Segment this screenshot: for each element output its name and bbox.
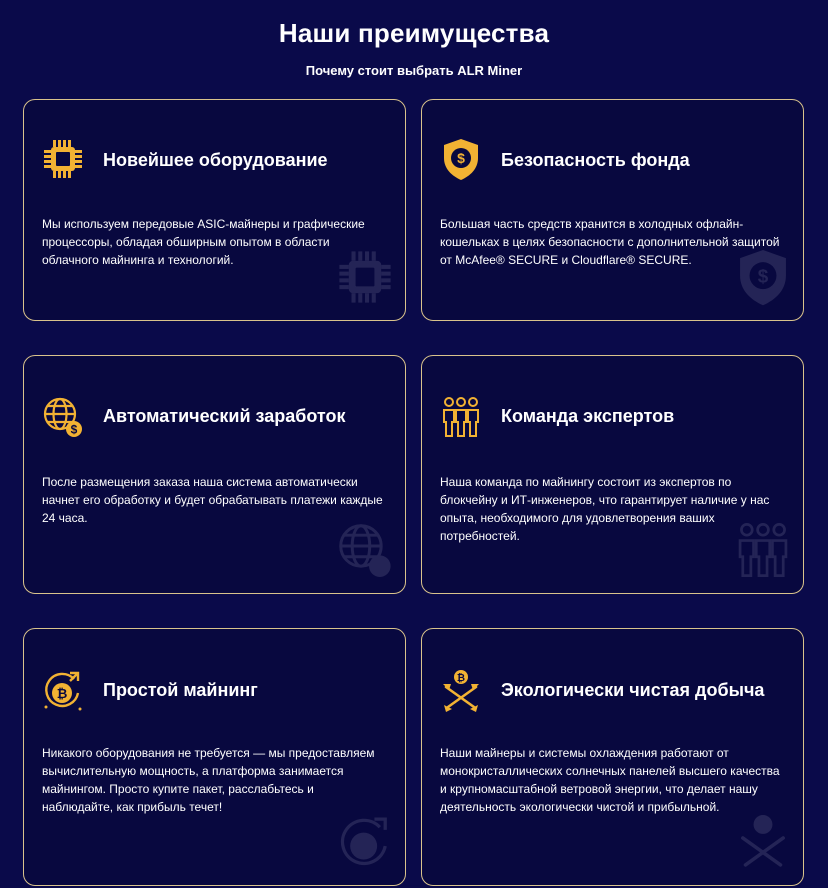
page-title: Наши преимущества (278, 18, 550, 48)
feature-card-security (421, 99, 804, 321)
team-icon (440, 394, 482, 440)
feature-card-auto-earnings (23, 355, 406, 594)
svg-text:$: $ (457, 150, 465, 166)
card-description: Наши майнеры и системы охлаждения работают от монокристаллических солнечных панелей высшего качества и крупномасштабной ветровой энергии, что делает нашу деятельность экологически чистой и прибыльной. (440, 746, 780, 814)
svg-text:$: $ (70, 422, 78, 437)
card-description: Никакого оборудования не требуется — мы предоставляем вычислительную мощность, а платформа занимается майнингом. Просто купите пакет, расслабьтесь и наблюдайте, как прибыль течет! (42, 746, 375, 814)
eco-watermark-icon (733, 811, 793, 873)
card-description: Наша команда по майнингу состоит из экспертов по блокчейну и ИТ-инженеров, что гарантирует наличие у нас опыта, необходимого для удовлетворения ваших потребностей. (440, 475, 770, 543)
shield-watermark-icon (733, 246, 793, 308)
team-watermark-icon (733, 519, 793, 581)
card-description: Большая часть средств хранится в холодных офлайн-кошельках в целях безопасности с дополнительной защитой от McAfee® SECURE и Cloudflare® SECURE. (440, 217, 780, 267)
card-title: Простой майнинг (103, 680, 258, 700)
feature-card-hardware (23, 99, 406, 321)
feature-card-simple-mining (23, 628, 406, 886)
card-title: Экологически чистая добыча (501, 680, 765, 700)
bitcoin-watermark-icon (335, 811, 395, 873)
globe-watermark-icon (335, 519, 395, 581)
globe-dollar-icon (42, 394, 84, 440)
feature-card-eco-mining (421, 628, 804, 886)
shield-dollar-icon (440, 136, 482, 182)
eco-mining-icon (440, 667, 482, 713)
card-title: Безопасность фонда (501, 150, 690, 170)
card-title: Команда экспертов (501, 406, 675, 426)
svg-text:$: $ (757, 265, 769, 287)
chip-icon (42, 136, 84, 182)
chip-watermark-icon (335, 246, 395, 308)
card-title: Новейшее оборудование (103, 150, 328, 170)
card-description: Мы используем передовые ASIC-майнеры и графические процессоры, обладая обширным опытом в области облачного майнинга и технологий. (42, 217, 365, 267)
feature-card-team (421, 355, 804, 594)
page-subtitle: Почему стоит выбрать ALR Miner (305, 63, 523, 78)
bitcoin-growth-icon (42, 667, 84, 713)
card-title: Автоматический заработок (103, 406, 346, 426)
svg-text:₿: ₿ (456, 673, 466, 684)
svg-text:₿: ₿ (56, 686, 68, 701)
card-description: После размещения заказа наша система автоматически начнет его обработку и будет обрабатывать платежи каждые 24 часа. (42, 475, 383, 525)
